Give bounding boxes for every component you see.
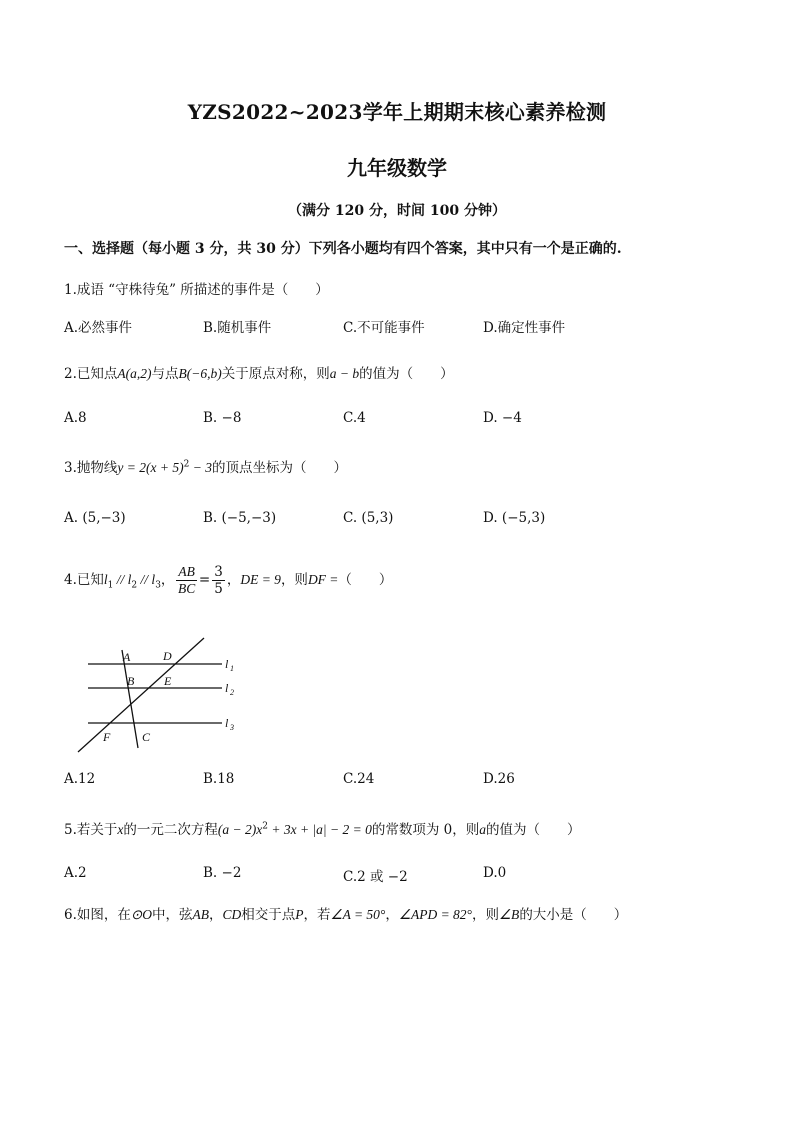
label-l1: l bbox=[225, 657, 229, 671]
exam-meta: （满分 120 分，时间 100 分钟） bbox=[288, 203, 506, 219]
transversal-ac bbox=[122, 650, 138, 748]
label-l2-sub: 2 bbox=[230, 688, 234, 697]
q5-text-3: 的常数项为 0，则 bbox=[371, 822, 480, 838]
q2-option-a: A.8 bbox=[64, 410, 87, 426]
q4-option-b: B.18 bbox=[203, 771, 235, 787]
q6-text-1: 6.如图，在 bbox=[64, 907, 131, 923]
q4-text-2: ，则 bbox=[280, 572, 308, 588]
subject-title: 九年级数学 bbox=[347, 156, 447, 180]
section-heading: 一、选择题（每小题 3 分，共 30 分）下列各小题均有四个答案，其中只有一个是正确的. bbox=[64, 241, 622, 257]
q2-option-b: B. −8 bbox=[203, 410, 242, 426]
q5-variable-x: x bbox=[117, 822, 124, 837]
q6-circle: ⊙O bbox=[130, 907, 152, 922]
q4-value-numerator: 3 bbox=[214, 564, 223, 580]
q1-option-c: C.不可能事件 bbox=[343, 320, 425, 336]
q2-expression: a − b bbox=[329, 366, 360, 381]
q6-text-2: 中，弦 bbox=[151, 907, 193, 923]
q5-equation-tail: + 3x + |a| − 2 = 0 bbox=[267, 822, 372, 837]
q6-angle-a: ∠A = 50° bbox=[330, 907, 386, 922]
q3-option-d: D. (−5,3) bbox=[483, 510, 546, 526]
q6-comma: ， bbox=[208, 907, 223, 923]
q6-comma-2: ， bbox=[385, 907, 399, 923]
q1-option-d: D.确定性事件 bbox=[483, 320, 566, 336]
label-c: C bbox=[142, 730, 151, 744]
q4-ratio-denominator: BC bbox=[178, 581, 196, 596]
q3-option-c: C. (5,3) bbox=[343, 510, 394, 526]
q2-point-a: A(a,2) bbox=[117, 366, 152, 381]
q5-text-4: 的值为（ ） bbox=[485, 822, 581, 838]
q6-point-p: P bbox=[295, 907, 304, 922]
q4-line-l-3: l bbox=[151, 572, 156, 587]
label-l3: l bbox=[225, 716, 229, 730]
question-1-stem: 1.成语 “守株待兔” 所描述的事件是（ ） bbox=[64, 282, 329, 298]
q4-de-value: DE = 9 bbox=[240, 572, 281, 587]
q2-text-3: 关于原点对称，则 bbox=[221, 366, 330, 382]
question-6-stem bbox=[64, 903, 627, 923]
q4-option-a: A.12 bbox=[64, 771, 96, 787]
q4-parallel-1: // bbox=[113, 572, 128, 587]
q4-sub-1: 1 bbox=[107, 580, 114, 591]
q1-option-b: B.随机事件 bbox=[203, 320, 272, 336]
label-a: A bbox=[123, 650, 131, 664]
label-e: E bbox=[164, 674, 172, 688]
q4-option-c: C.24 bbox=[343, 771, 375, 787]
q5-equation: (a − 2)x bbox=[217, 822, 263, 837]
q4-value-denominator: 5 bbox=[214, 581, 223, 597]
q4-value-fraction bbox=[212, 564, 225, 597]
q5-text-2: 的一元二次方程 bbox=[123, 822, 218, 838]
q4-parallel-2: // bbox=[137, 572, 152, 587]
q4-text-1: 4.已知 bbox=[64, 572, 104, 588]
q6-chord-cd: CD bbox=[222, 907, 242, 922]
q6-angle-apd: ∠APD = 82° bbox=[398, 907, 472, 922]
q2-point-b: B(−6,b) bbox=[178, 366, 222, 381]
q4-equals: = bbox=[198, 572, 211, 588]
q6-text-3: 相交于点 bbox=[241, 907, 296, 923]
question-3-stem bbox=[64, 456, 347, 476]
q4-ratio-numerator: AB bbox=[178, 564, 195, 579]
q4-sub-2: 2 bbox=[131, 580, 138, 591]
q4-option-d: D.26 bbox=[483, 771, 515, 787]
q4-text-3: （ ） bbox=[338, 572, 393, 588]
q3-text-1: 3.抛物线 bbox=[64, 460, 118, 476]
label-l1-sub: 1 bbox=[230, 664, 234, 673]
q6-text-6: 的大小是（ ） bbox=[519, 907, 628, 923]
q2-text-4: 的值为（ ） bbox=[359, 366, 454, 382]
q3-option-a: A. (5,−3) bbox=[64, 510, 126, 526]
q3-exponent: 2 bbox=[183, 459, 190, 470]
q5-option-a: A.2 bbox=[64, 865, 87, 881]
q5-option-c: C.2 或 −2 bbox=[343, 869, 408, 885]
q3-equation: y = 2(x + 5) bbox=[117, 460, 184, 475]
label-d: D bbox=[163, 649, 172, 663]
exam-title: YZS2022~2023学年上期期末核心素养检测 bbox=[187, 100, 607, 124]
label-f: F bbox=[103, 730, 111, 744]
q4-comma-2: ， bbox=[226, 572, 241, 588]
question-4-stem bbox=[64, 564, 392, 597]
question-5-stem bbox=[64, 818, 580, 838]
q5-text-1: 5.若关于 bbox=[64, 822, 118, 838]
q1-option-a: A.必然事件 bbox=[64, 320, 133, 336]
q4-line-l: l bbox=[103, 572, 108, 587]
q3-text-2: 的顶点坐标为（ ） bbox=[211, 460, 347, 476]
transversal-df bbox=[78, 638, 204, 752]
q4-sub-3: 3 bbox=[155, 580, 161, 591]
q6-text-4: ，若 bbox=[303, 907, 331, 923]
parallel-lines-figure bbox=[70, 630, 250, 760]
q6-angle-b: ∠B bbox=[498, 907, 520, 922]
question-2-stem bbox=[64, 362, 454, 382]
q5-option-b: B. −2 bbox=[203, 865, 242, 881]
label-l3-sub: 3 bbox=[230, 723, 234, 732]
q4-comma-1: ， bbox=[160, 572, 175, 588]
q5-variable-a: a bbox=[479, 822, 486, 837]
label-b: B bbox=[127, 674, 135, 688]
q2-text-1: 2.已知点 bbox=[64, 366, 118, 382]
q3-option-b: B. (−5,−3) bbox=[203, 510, 277, 526]
q2-option-d: D. −4 bbox=[483, 410, 522, 426]
q2-option-c: C.4 bbox=[343, 410, 366, 426]
q4-line-l-2: l bbox=[127, 572, 132, 587]
q5-exponent: 2 bbox=[262, 821, 268, 832]
q3-equation-tail: − 3 bbox=[189, 460, 212, 475]
q2-text-2: 与点 bbox=[151, 366, 179, 382]
q4-df: DF = bbox=[307, 572, 339, 587]
q5-option-d: D.0 bbox=[483, 865, 507, 881]
label-l2: l bbox=[225, 681, 229, 695]
q6-text-5: ，则 bbox=[471, 907, 499, 923]
q4-ratio-fraction bbox=[176, 564, 197, 597]
q6-chord-ab: AB bbox=[192, 907, 209, 922]
